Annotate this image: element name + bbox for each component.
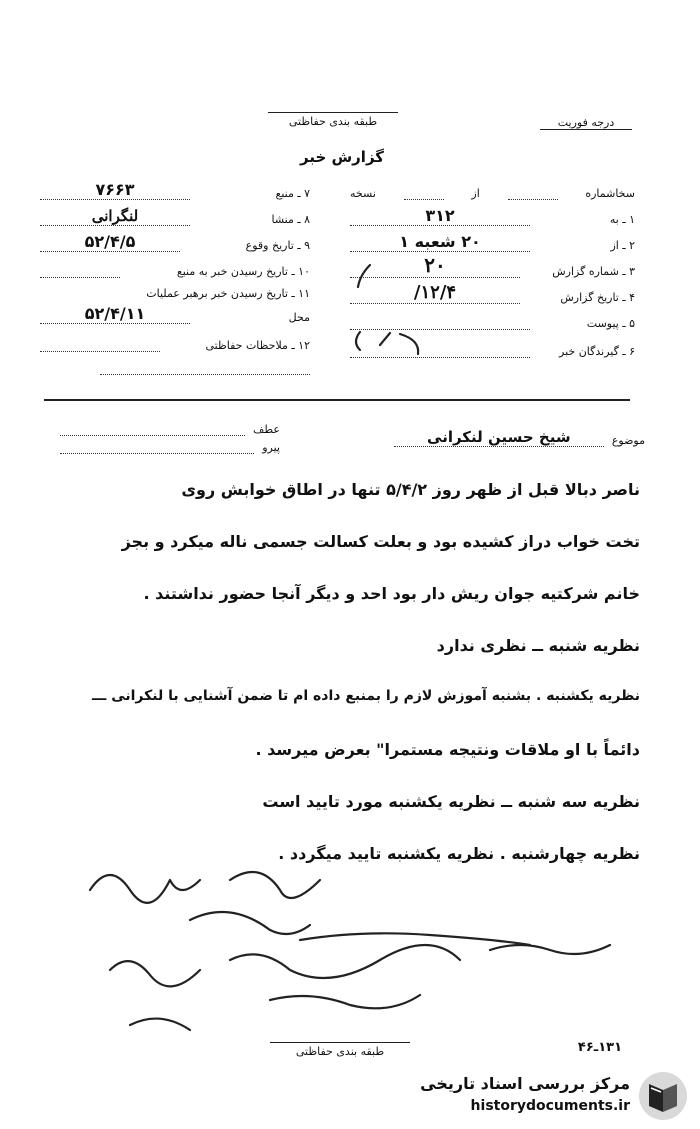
blank-line (100, 352, 310, 375)
handwritten-marks (340, 250, 460, 360)
left-fields (40, 174, 310, 375)
reference-fields: عطف پیرو (60, 418, 280, 454)
body-line: خانم شرکتیه جوان ریش دار بود احد و دیگر آنجا حضور نداشتند . (143, 584, 640, 603)
page-code: ۱۳۱ـ۴۶ (577, 1040, 623, 1055)
field-report-number: ۳ ـ شماره گزارش ۲۰ (350, 252, 635, 278)
body-line: نظریه سه شنبه ــ نظریه یکشنبه مورد تایید است (262, 792, 640, 811)
watermark (405, 1068, 695, 1124)
field-security-notes: ۱۲ ـ ملاحظات حفاظتی (40, 324, 310, 352)
body-line: دائماً با او ملاقات ونتیجه مستمرا" بعرض میرسد . (255, 740, 640, 759)
field-attachment: ۵ ـ پیوست (350, 304, 635, 330)
urgency-label: درجه فوریت (540, 116, 632, 130)
field-location: محل ۵۲/۴/۱۱ (40, 300, 310, 324)
watermark-name: مرکز بررسی اسناد تاریخی (420, 1074, 630, 1093)
body-line: نظریه چهارشنبه . نظریه یکشنبه تایید میگردد . (278, 844, 640, 863)
subject-row: موضوع شیخ حسین لنکرانی (360, 428, 645, 447)
page-title: گزارش خبر (299, 148, 385, 166)
field-receipt-source: ۱۰ ـ تاریخ رسیدن خبر به منبع (40, 252, 310, 278)
field-report-date: ۴ ـ تاریخ گزارش ۱۲/۴/ (350, 278, 635, 304)
handwritten-signature (70, 850, 670, 1050)
body-line: نظریه شنبه ــ نظری ندارد (436, 636, 640, 655)
watermark-url: historydocuments.ir (470, 1098, 630, 1114)
field-number: سخاشماره از نسخه (350, 187, 635, 200)
field-from: ۲ ـ از ۲۰ شعبه ۱ (350, 226, 635, 252)
book-logo-icon (637, 1070, 689, 1122)
body-line: نظریه یکشنبه . بشنبه آموزش لازم را بمنبع داده ام تا ضمن آشنایی با لنکرانی ـــ (91, 688, 640, 704)
field-recipients: ۶ ـ گیرندگان خبر (350, 330, 635, 358)
body-line: تخت خواب دراز کشیده بود و بعلت کسالت جسمی ناله میکرد و بجز (121, 532, 640, 551)
classification-label-top: طبقه بندی حفاظتی (268, 112, 398, 128)
field-receipt-leader: ۱۱ ـ تاریخ رسیدن خبر برهبر عملیات (146, 287, 310, 300)
classification-label-bottom: طبقه بندی حفاظتی (270, 1042, 410, 1058)
field-source: ۷ ـ منبع ۷۶۶۳ (40, 174, 310, 200)
report-body (40, 480, 640, 896)
field-origin: ۸ ـ منشا لنگرانی (40, 200, 310, 226)
body-line: ناصر دبالا قبل از ظهر روز ۵/۴/۲ تنها در اطاق خوابش روی (181, 480, 640, 499)
field-event-date: ۹ ـ تاریخ وقوع ۵۲/۴/۵ (40, 226, 310, 252)
header-divider (44, 399, 630, 401)
field-to: ۱ ـ به ۳۱۲ (350, 200, 635, 226)
